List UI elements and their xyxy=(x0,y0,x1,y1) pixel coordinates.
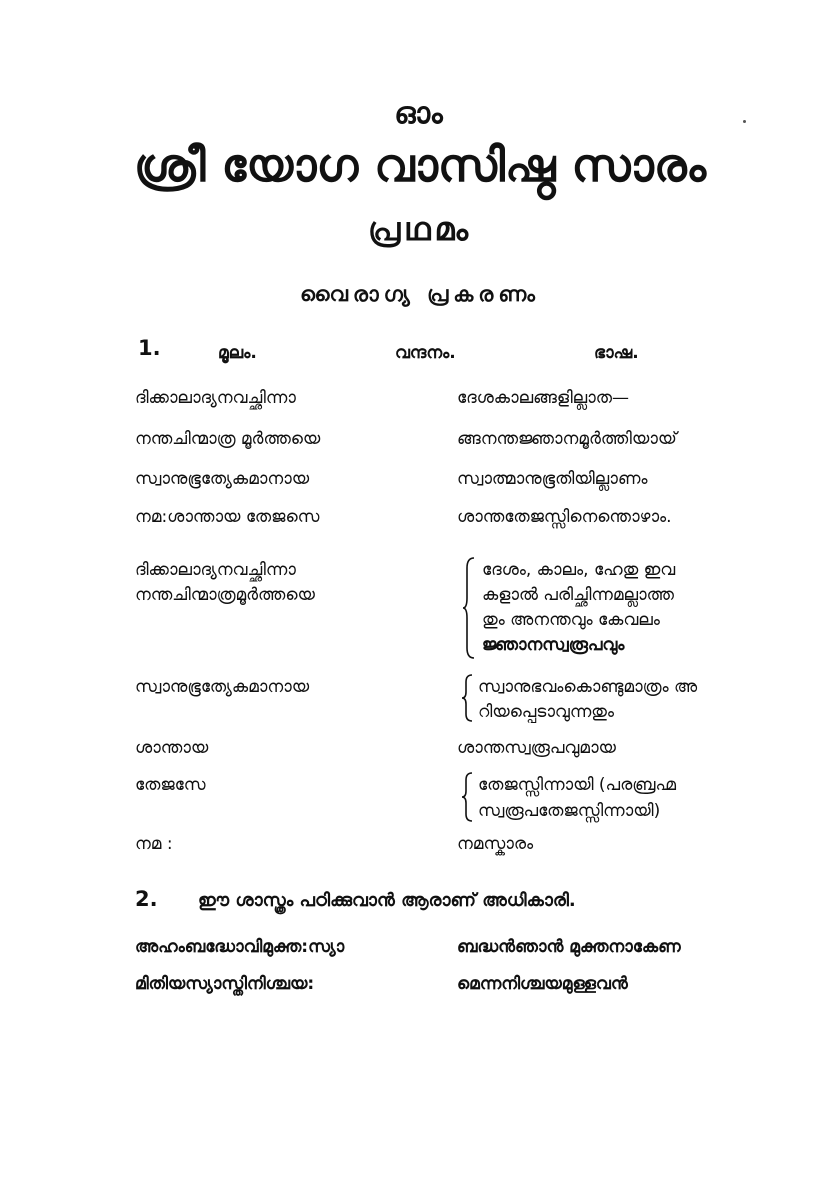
verse-translation-line: സ്വാത്മാനുഭൂതിയില്ലാണം xyxy=(457,469,648,489)
verse-translation-line: മെന്നനിശ്ചയമുള്ളവൻ xyxy=(457,974,628,994)
verse-translation-line: ശാന്തതേജസ്സിനെന്തൊഴാം. xyxy=(457,507,672,527)
verse-number: 2. xyxy=(135,887,158,911)
verse-question: ഈ ശാസ്ത്രം പഠിക്കുവാൻ ആരാണ് അധികാരി. xyxy=(198,890,576,911)
chapter-title: പ്രഥമം xyxy=(367,210,473,248)
verse-source-line: മിതിയസ്യാസ്തിനിശ്ചയ: xyxy=(135,974,315,994)
verse-translation-line: ബദ്ധൻഞാൻ മുക്തനാകേണ xyxy=(457,937,681,957)
curly-brace-icon xyxy=(460,771,474,823)
gloss-meaning-line: ജ്ഞാനസ്വരൂപവും xyxy=(482,635,625,655)
gloss-meaning-line: സ്വാനുഭവംകൊണ്ടുമാത്രം അ xyxy=(478,677,698,697)
verse-source-line: അഹംബദ്ധോവിമുക്ത:സ്യാ xyxy=(135,937,345,957)
section-title: വൈരാഗ്യ പ്രകരണം xyxy=(300,282,540,306)
verse-translation-line: ദേശകാലങ്ങളില്ലാത— xyxy=(457,388,630,408)
gloss-meaning-line: നമസ്കാരം xyxy=(457,834,534,854)
column-header-bhasha: ഭാഷ. xyxy=(594,343,639,363)
gloss-source-line: നന്തചിന്മാത്രമൂർത്തയെ xyxy=(135,585,315,605)
gloss-meaning-line: സ്വരൂപതേജസ്സിന്നായി) xyxy=(478,801,661,821)
column-header-moolam: മൂലം. xyxy=(218,343,257,363)
verse-source-line: നന്തചിന്മാത്ര മൂർത്തയെ xyxy=(135,429,321,449)
gloss-source-line: തേജസേ xyxy=(135,775,206,795)
gloss-meaning-line: റിയപ്പെടാവുന്നതും xyxy=(478,702,615,722)
gloss-source-line: ശാന്തായ xyxy=(135,738,209,758)
book-title: ശ്രീ യോഗ വാസിഷ്ഠ സാരം xyxy=(133,138,707,192)
verse-source-line: നമ:ശാന്തായ തേജസെ xyxy=(135,507,320,527)
gloss-meaning-line: ശാന്തസ്വരൂപവുമായ xyxy=(457,738,616,758)
gloss-source-line: സ്വാനുഭൂത്യേകമാനായ xyxy=(135,677,310,697)
gloss-meaning-line: തേജസ്സിന്നായി (പരബ്രഹ്മ xyxy=(478,775,676,795)
curly-brace-icon xyxy=(462,556,476,660)
gloss-source-line: നമ : xyxy=(135,834,173,854)
gloss-meaning-line: കളാൽ പരിച്ഛിന്നമല്ലാത്ത xyxy=(482,585,674,605)
gloss-meaning-line: ദേശം, കാലം, ഹേതു ഇവ xyxy=(482,560,676,580)
verse-number: 1. xyxy=(138,336,161,360)
om-heading: ഓം xyxy=(394,96,446,131)
gloss-meaning-line: തും അനന്തവും കേവലം xyxy=(482,610,660,630)
verse-source-line: സ്വാനുഭൂത്യേകമാനായ xyxy=(135,469,310,489)
verse-source-line: ദിക്കാലാദ്യനവച്ഛിന്നാ xyxy=(135,388,296,408)
gloss-source-line: ദിക്കാലാദ്യനവച്ഛിന്നാ xyxy=(135,560,296,580)
column-header-vandanam: വന്ദനം. xyxy=(395,343,456,363)
curly-brace-icon xyxy=(460,673,474,723)
verse-translation-line: ങ്ങനന്തജ്ഞാനമൂർത്തിയായ് xyxy=(457,429,677,449)
